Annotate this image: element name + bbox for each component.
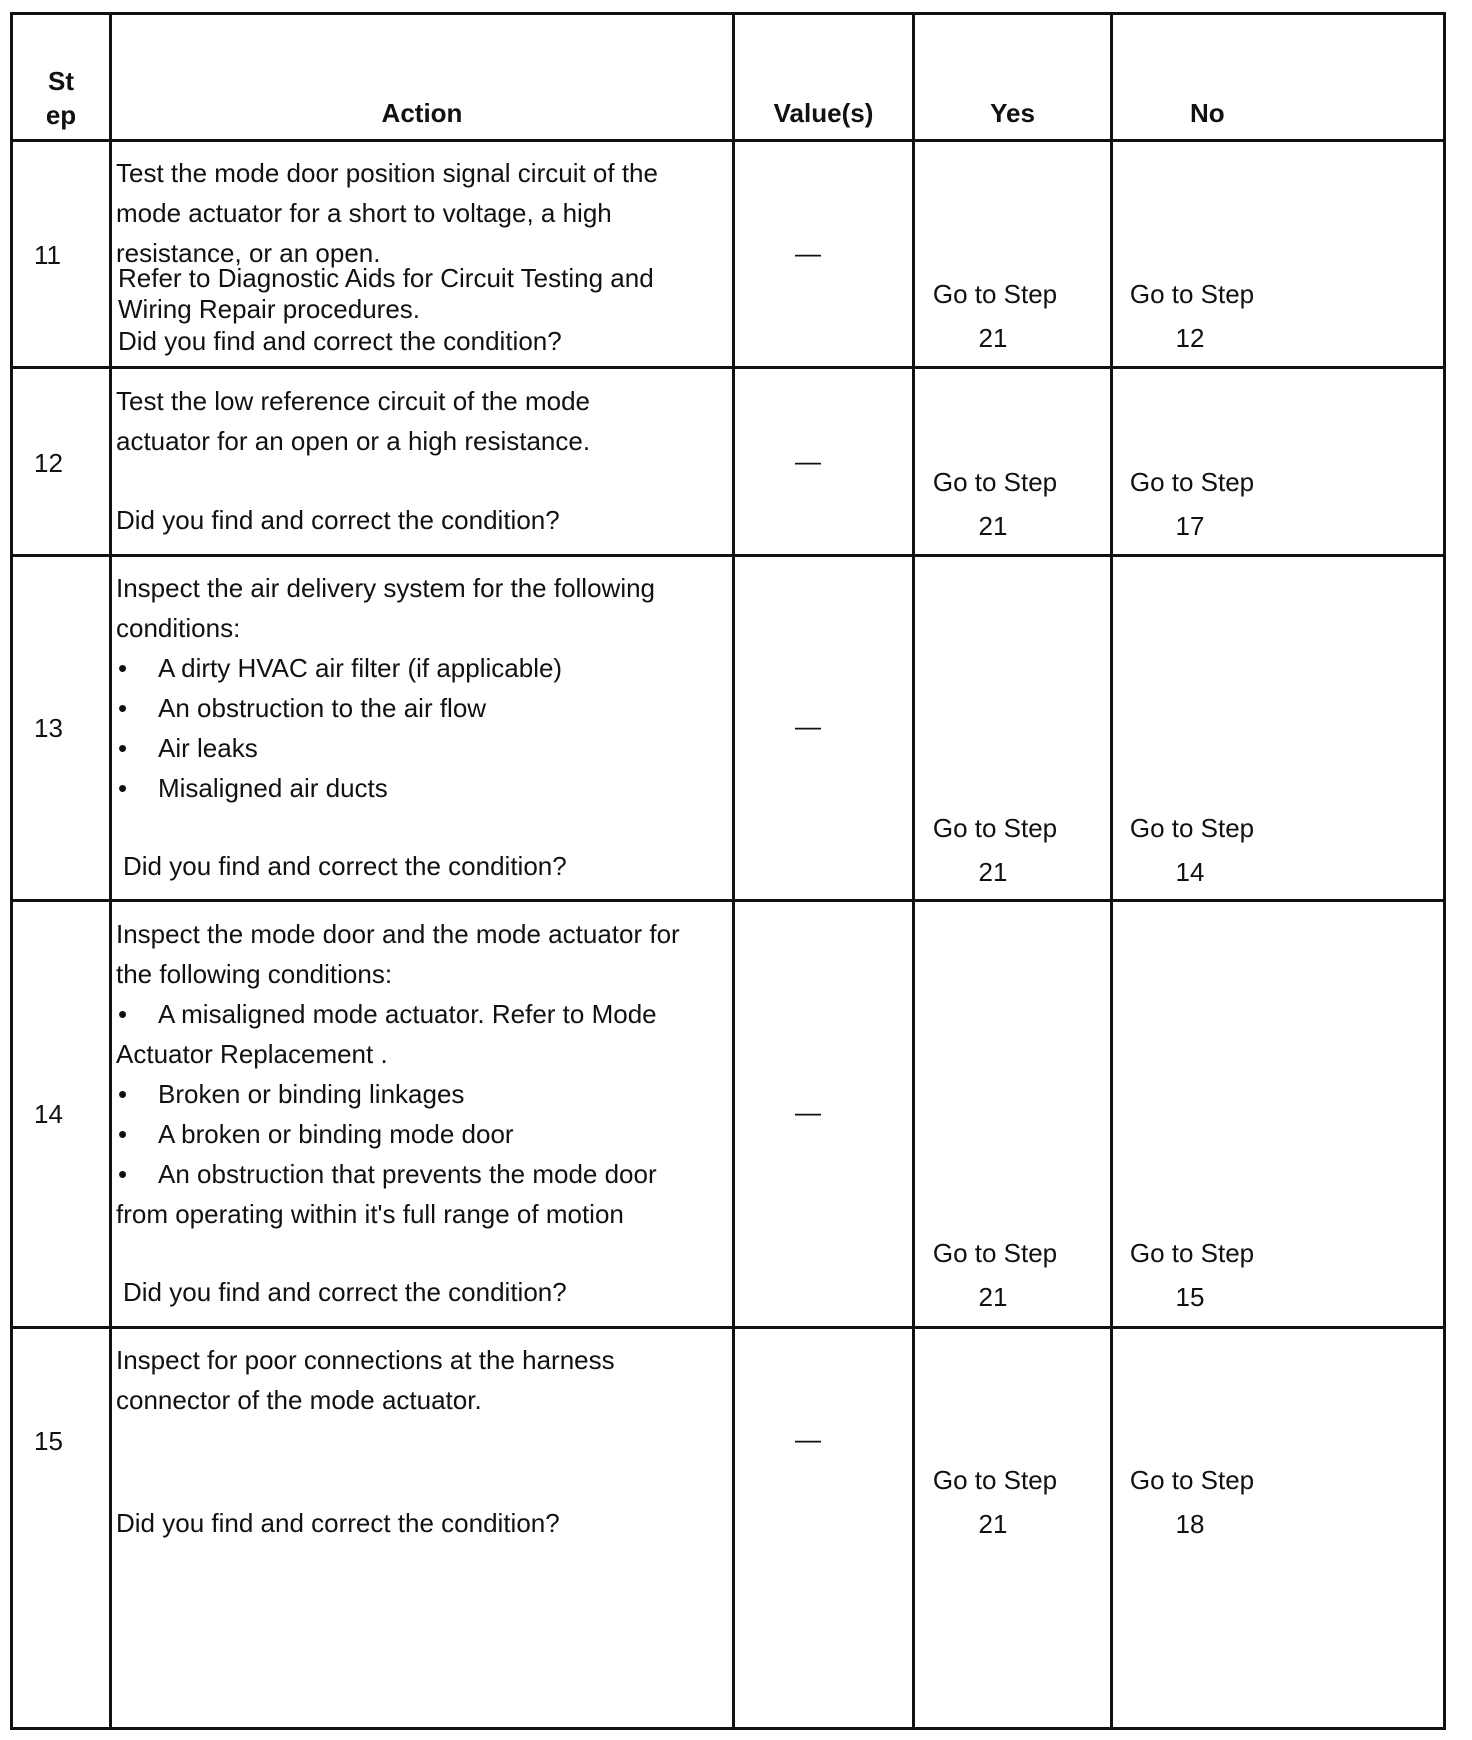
step-number: 13 [34, 713, 63, 743]
row-divider [10, 1326, 1446, 1329]
col-divider [732, 12, 735, 1730]
bullet-dot: • [118, 1079, 128, 1109]
table-border-bottom [10, 1727, 1446, 1730]
action-question: Did you find and correct the condition? [123, 1277, 567, 1307]
no-goto-label: Go to Step [1129, 1238, 1255, 1268]
bullet-text: Misaligned air ducts [158, 773, 388, 803]
action-text: conditions: [116, 613, 241, 643]
yes-goto-step: 21 [978, 511, 1008, 541]
yes-goto [885, 806, 1105, 894]
step-number: 12 [34, 448, 63, 478]
no-goto [1082, 272, 1302, 360]
header-values: Value(s) [773, 98, 874, 128]
value-dash: — [795, 711, 821, 741]
no-goto-label: Go to Step [1129, 279, 1255, 309]
action-question: Did you find and correct the condition? [116, 1508, 560, 1538]
no-goto [1082, 1231, 1302, 1319]
row-divider [10, 366, 1446, 369]
yes-goto [885, 272, 1105, 360]
value-dash: — [795, 446, 821, 476]
action-text: resistance, or an open. [116, 238, 381, 268]
action-text: Actuator Replacement . [116, 1039, 388, 1069]
bullet-text: A dirty HVAC air filter (if applicable) [158, 653, 563, 683]
no-goto-step: 12 [1175, 323, 1205, 353]
table-border-right [1443, 12, 1446, 1730]
row-divider [10, 899, 1446, 902]
yes-goto-label: Go to Step [932, 467, 1058, 497]
action-text: actuator for an open or a high resistance. [116, 426, 591, 456]
action-text: Inspect the mode door and the mode actuator for [116, 919, 680, 949]
bullet-dot: • [118, 733, 128, 763]
no-goto [1082, 1458, 1302, 1546]
no-goto-label: Go to Step [1129, 467, 1255, 497]
diagnostic-table [10, 12, 1446, 1730]
action-text: Test the mode door position signal circuit of the [116, 158, 658, 188]
action-text: mode actuator for a short to voltage, a high [116, 198, 612, 228]
bullet-text: Air leaks [158, 733, 258, 763]
bullet-text: A misaligned mode actuator. Refer to Mode [158, 999, 657, 1029]
bullet-dot: • [118, 653, 128, 683]
yes-goto-label: Go to Step [932, 279, 1058, 309]
action-text: the following conditions: [116, 959, 393, 989]
yes-goto-label: Go to Step [932, 813, 1058, 843]
bullet-text: A broken or binding mode door [158, 1119, 514, 1149]
bullet-item [118, 773, 388, 803]
bullet-text: An obstruction to the air flow [158, 693, 487, 723]
bullet-text: An obstruction that prevents the mode door [158, 1159, 657, 1189]
yes-goto-label: Go to Step [932, 1465, 1058, 1495]
yes-goto [885, 1458, 1105, 1546]
no-goto-label: Go to Step [1129, 1465, 1255, 1495]
bullet-item [118, 693, 486, 723]
yes-goto [885, 460, 1105, 548]
bullet-item [118, 1119, 514, 1149]
step-number: 15 [34, 1426, 63, 1456]
bullet-dot: • [118, 1159, 128, 1189]
header-action: Action [381, 98, 463, 128]
header-step [13, 64, 109, 132]
action-text: Wiring Repair procedures. [118, 294, 421, 324]
yes-goto-label: Go to Step [932, 1238, 1058, 1268]
bullet-item [118, 733, 258, 763]
yes-goto-step: 21 [978, 1509, 1008, 1539]
bullet-item [118, 653, 562, 683]
action-text: Inspect for poor connections at the harness [116, 1345, 615, 1375]
bullet-item [118, 1079, 464, 1109]
yes-goto-step: 21 [978, 1282, 1008, 1312]
table-border-left [10, 12, 13, 1730]
bullet-dot: • [118, 999, 128, 1029]
yes-goto [885, 1231, 1105, 1319]
bullet-dot: • [118, 773, 128, 803]
no-goto-step: 14 [1175, 857, 1205, 887]
row-divider [10, 554, 1446, 557]
col-divider [109, 12, 112, 1730]
table-border-top [10, 12, 1446, 15]
step-number: 14 [34, 1099, 63, 1129]
no-goto-step: 15 [1175, 1282, 1205, 1312]
yes-goto-step: 21 [978, 323, 1008, 353]
header-no: No [1190, 98, 1225, 128]
value-dash: — [795, 1424, 821, 1454]
yes-goto-step: 21 [978, 857, 1008, 887]
header-step-line2: ep [45, 100, 77, 130]
action-question: Did you find and correct the condition? [116, 505, 560, 535]
no-goto-label: Go to Step [1129, 813, 1255, 843]
no-goto-step: 17 [1175, 511, 1205, 541]
step-number: 11 [34, 240, 61, 270]
bullet-text: Broken or binding linkages [158, 1079, 465, 1109]
value-dash: — [795, 1097, 821, 1127]
bullet-dot: • [118, 693, 128, 723]
no-goto [1082, 460, 1302, 548]
action-text: from operating within it's full range of motion [116, 1199, 624, 1229]
action-question: Did you find and correct the condition? [118, 326, 562, 356]
row-divider [10, 139, 1446, 142]
action-text: Test the low reference circuit of the mode [116, 386, 591, 416]
action-text: connector of the mode actuator. [116, 1385, 482, 1415]
bullet-dot: • [118, 1119, 128, 1149]
action-text: Inspect the air delivery system for the following [116, 573, 656, 603]
header-step-line1: St [48, 66, 74, 96]
action-question: Did you find and correct the condition? [123, 851, 567, 881]
value-dash: — [795, 238, 821, 268]
action-text: Refer to Diagnostic Aids for Circuit Testing and [118, 263, 654, 293]
bullet-item [118, 1159, 657, 1189]
bullet-item [118, 999, 657, 1029]
header-yes: Yes [990, 98, 1035, 128]
no-goto-step: 18 [1175, 1509, 1205, 1539]
no-goto [1082, 806, 1302, 894]
